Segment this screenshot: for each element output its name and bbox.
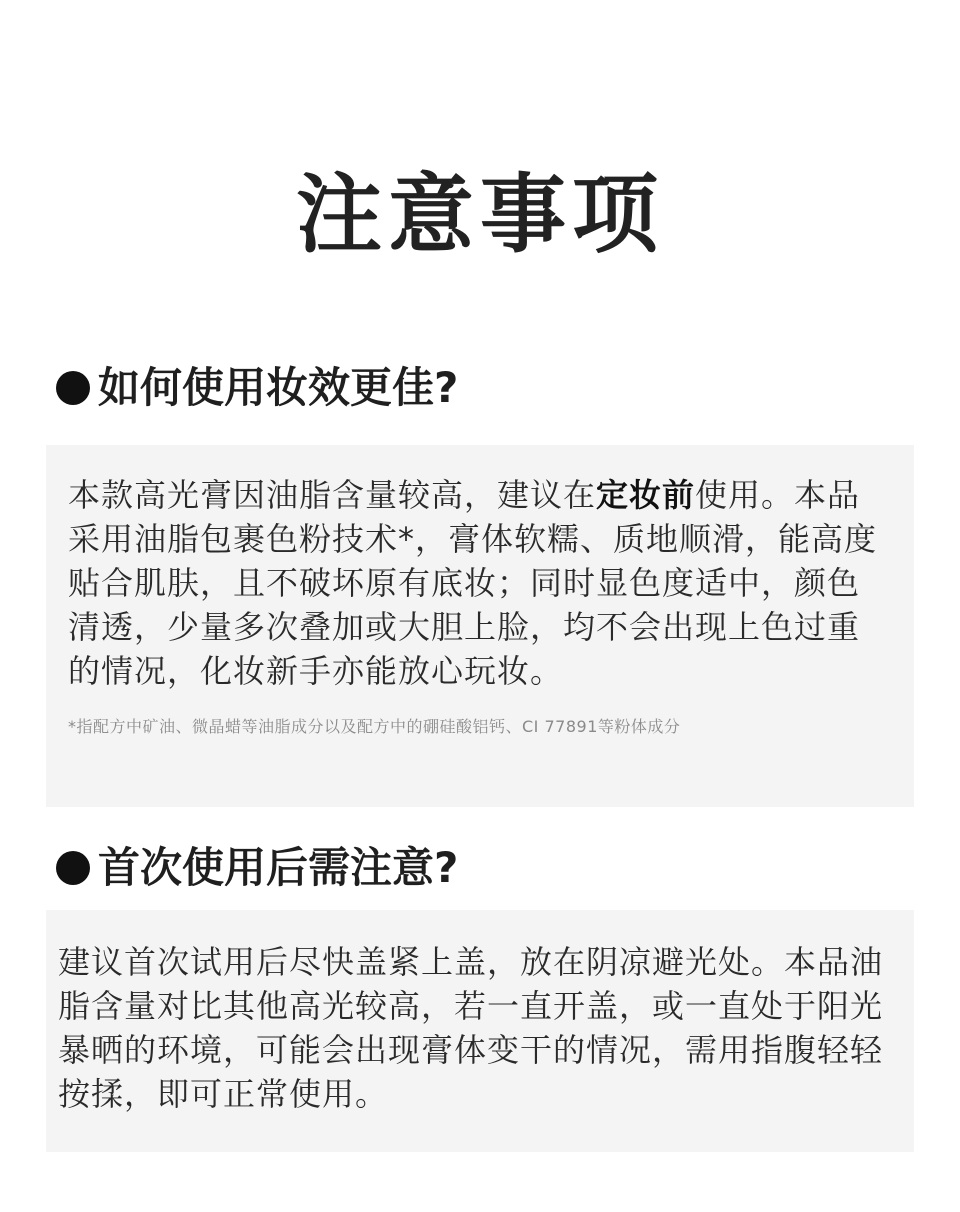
ingredient-footnote: *指配方中矿油、微晶蜡等油脂成分以及配方中的硼硅酸铝钙、CI 77891等粉体成分 [68, 717, 681, 736]
section-heading-first-use [56, 840, 916, 896]
usage-paragraph [68, 473, 892, 693]
usage-text-after: 使用。本品采用油脂包裹色粉技术*，膏体软糯、质地顺滑，能高度贴合肌肤，且不破坏原有底妆；同时显色度适中，颜色清透，少量多次叠加或大胆上脸，均不会出现上色过重的情况，化妆新手亦能放心玩妆。 [68, 476, 878, 690]
section-heading-text: 如何使用妆效更佳? [98, 363, 459, 412]
first-use-paragraph: 建议首次试用后尽快盖紧上盖，放在阴凉避光处。本品油脂含量对比其他高光较高，若一直开盖，或一直处于阳光暴晒的环境，可能会出现膏体变干的情况，需用指腹轻轻按揉，即可正常使用。 [58, 943, 884, 1113]
bullet-dot-icon [56, 851, 90, 885]
bullet-dot-icon [56, 371, 90, 405]
usage-text-before: 本款高光膏因油脂含量较高，建议在 [68, 476, 597, 514]
page-title: 注意事项 [296, 165, 664, 265]
section-heading-usage [56, 360, 916, 416]
first-use-info-box [46, 910, 914, 1152]
section-heading-text: 首次使用后需注意? [98, 843, 459, 892]
usage-text-bold: 定妆前 [596, 476, 696, 514]
usage-info-box [46, 445, 914, 807]
